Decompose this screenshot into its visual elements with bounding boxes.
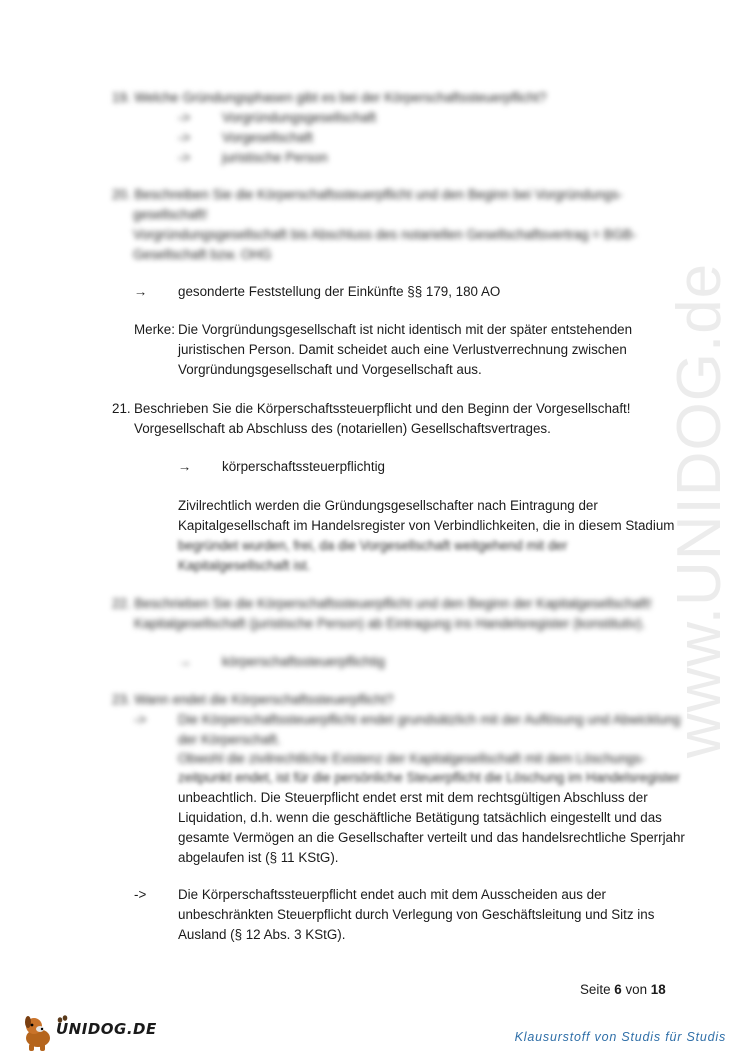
q21-para-2: Kapitalgesellschaft im Handelsregister von Verbindlichkeiten, die in diesem Stadium <box>178 518 675 533</box>
footer-slogan: Klausurstoff von Studis für Studis <box>514 1030 726 1044</box>
q23-arrow-1: -> <box>134 712 147 727</box>
q21-arrow: → <box>178 459 192 474</box>
q23-b1-line-6: Liquidation, d.h. wenn die geschäftliche Betätigung tatsächlich eingestellt und das <box>178 810 662 825</box>
q23-arrow-2: -> <box>134 887 147 902</box>
q20-line-3: Vorgründungsgesellschaft bis Abschluss des notariellen Gesellschaftsvertrag = BGB- <box>133 227 637 242</box>
q22-line-2: Kapitalgesellschaft (juristische Person) ab Eintragung ins Handelsregister (konstitutiv). <box>134 616 646 631</box>
watermark-text: www.UNIDOG.de <box>665 262 735 758</box>
q23-b2-line-1: Die Körperschaftssteuerpflicht endet auch mit dem Ausscheiden aus der <box>178 887 606 902</box>
q23-b1-line-1: Die Körperschaftssteuerpflicht endet grundsätzlich mit der Auflösung und Abwicklung <box>178 712 681 727</box>
q21-para-4: Kapitalgesellschaft ist. <box>178 558 311 573</box>
q19-item-2: Vorgesellschaft <box>222 130 313 145</box>
q20-line-4: Gesellschaft bzw. OHG <box>133 247 272 262</box>
q20-line-2: gesellschaft! <box>133 207 208 222</box>
page-number <box>580 980 666 1000</box>
q20-arrow: → <box>134 284 148 299</box>
q22-arrow-text: körperschaftssteuerpflichtig <box>222 654 385 669</box>
q20-merke-line-3: Vorgründungsgesellschaft und Vorgesellschaft aus. <box>178 362 482 377</box>
q20-merke-line-2: juristischen Person. Damit scheidet auch eine Verlustverrechnung zwischen <box>178 342 627 357</box>
q21-para-1: Zivilrechtlich werden die Gründungsgesellschafter nach Eintragung der <box>178 498 598 513</box>
q23-b1-line-3: Obwohl die zivilrechtliche Existenz der Kapitalgesellschaft mit dem Löschungs- <box>178 751 646 766</box>
q20-line-1: 20. Beschreiben Sie die Körperschaftssteuerpflicht und den Beginn bei Vorgründungs- <box>112 187 623 202</box>
logo-text: UNIDOG.DE <box>56 1020 157 1038</box>
q23-b1-line-8: abgelaufen ist (§ 11 KStG). <box>178 850 339 865</box>
watermark <box>640 262 750 758</box>
q20-merke-line-1: Die Vorgründungsgesellschaft ist nicht identisch mit der später entstehenden <box>178 322 633 337</box>
q21-number: 21. <box>112 401 131 416</box>
q23-b1-line-5: unbeachtlich. Die Steuerpflicht endet erst mit dem rechtsgültigen Abschluss der <box>178 790 648 805</box>
q19-question: 19. Welche Gründungsphasen gibt es bei der Körperschaftssteuerpflicht? <box>112 90 547 105</box>
page-current: 6 <box>614 982 622 997</box>
q19-arrow-1: -> <box>178 110 191 125</box>
q21-para-3: begründet wurden, frei, da die Vorgesellschaft weitgehend mit der <box>178 538 568 553</box>
q23-b2-line-3: Ausland (§ 12 Abs. 3 KStG). <box>178 927 346 942</box>
page-mid: von <box>625 982 648 997</box>
page-total: 18 <box>650 982 666 997</box>
q19-arrow-3: -> <box>178 150 191 165</box>
q19-arrow-2: -> <box>178 130 191 145</box>
q23-b1-line-4: zeitpunkt endet, ist für die persönliche Steuerpflicht die Löschung im Handelsregister <box>178 770 680 785</box>
q21-line-1: Beschrieben Sie die Körperschaftssteuerpflicht und den Beginn der Vorgesellschaft! <box>134 401 631 416</box>
q19-item-3: juristische Person <box>222 150 328 165</box>
q23-b1-line-2: der Körperschaft. <box>178 732 281 747</box>
q23-b1-line-7: gesamte Vermögen an die Gesellschafter verteilt und das handelsrechtliche Sperrjahr <box>178 830 685 845</box>
q19-item-1: Vorgründungsgesellschaft <box>222 110 377 125</box>
page-prefix: Seite <box>580 982 611 997</box>
q21-arrow-text: körperschaftssteuerpflichtig <box>222 459 385 474</box>
q23-b2-line-2: unbeschränkten Steuerpflicht durch Verlegung von Geschäftsleitung und Sitz ins <box>178 907 655 922</box>
q22-line-1: 22. Beschrieben Sie die Körperschaftssteuerpflicht und den Beginn der Kapitalgesellschaft! <box>112 596 652 611</box>
q22-arrow: → <box>178 654 192 669</box>
q20-arrow-text: gesonderte Feststellung der Einkünfte §§ 179, 180 AO <box>178 284 501 299</box>
q21-line-2: Vorgesellschaft ab Abschluss des (notariellen) Gesellschaftsvertrages. <box>134 421 551 436</box>
q23-question: 23. Wann endet die Körperschaftssteuerpflicht? <box>112 692 394 707</box>
q20-merke-label: Merke: <box>134 322 175 337</box>
